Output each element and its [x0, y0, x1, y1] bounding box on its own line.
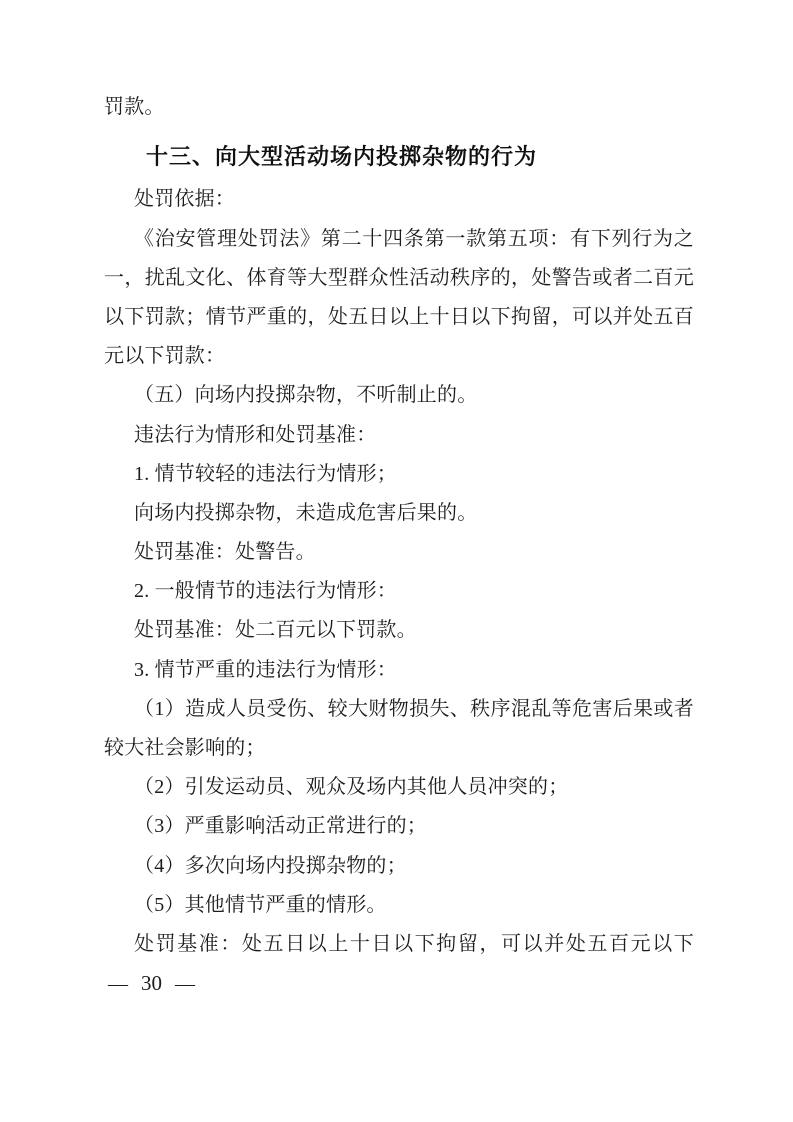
document-text-block	[104, 88, 694, 1003]
text-line: 以下罚款；情节严重的，处五日以上十日以下拘留，可以并处五百	[104, 305, 694, 328]
text-line: （5）其他情节严重的情形。	[134, 893, 387, 916]
footer-left-dash: —	[108, 973, 128, 996]
text-line: 《治安管理处罚法》第二十四条第一款第五项：有下列行为之	[134, 227, 694, 250]
text-line: 违法行为情形和处罚基准：	[134, 423, 377, 446]
text-line: （3）严重影响活动正常进行的；	[134, 815, 427, 838]
page-footer	[104, 964, 694, 1003]
page-number: 30	[141, 971, 162, 996]
text-line: 3. 情节严重的违法行为情形：	[134, 658, 397, 681]
text-line: 处罚基准：处警告。	[134, 541, 316, 564]
text-line: 罚款。	[104, 96, 165, 118]
text-line: 较大社会影响的；	[104, 737, 266, 759]
text-line: 1. 情节较轻的违法行为情形；	[134, 462, 397, 485]
text-line: 2. 一般情节的违法行为情形：	[134, 580, 397, 603]
text-line: （4）多次向场内投掷杂物的；	[134, 854, 407, 877]
text-line: 一，扰乱文化、体育等大型群众性活动秩序的，处警告或者二百元	[104, 266, 694, 289]
text-line: 处罚基准：处二百元以下罚款。	[134, 619, 417, 642]
footer-right-dash: —	[175, 973, 195, 996]
text-line: 向场内投掷杂物，未造成危害后果的。	[134, 501, 478, 524]
text-line: 处罚依据：	[134, 188, 235, 211]
text-line: （2）引发运动员、观众及场内其他人员冲突的；	[134, 776, 569, 799]
text-line: 元以下罚款：	[104, 345, 226, 368]
text-line: （五）向场内投掷杂物，不听制止的。	[134, 384, 478, 407]
text-line: 处罚基准：处五日以上十日以下拘留，可以并处五百元以下	[134, 932, 694, 955]
section-heading: 十三、向大型活动场内投掷杂物的行为	[146, 144, 538, 170]
text-line: （1）造成人员受伤、较大财物损失、秩序混乱等危害后果或者	[134, 697, 694, 720]
